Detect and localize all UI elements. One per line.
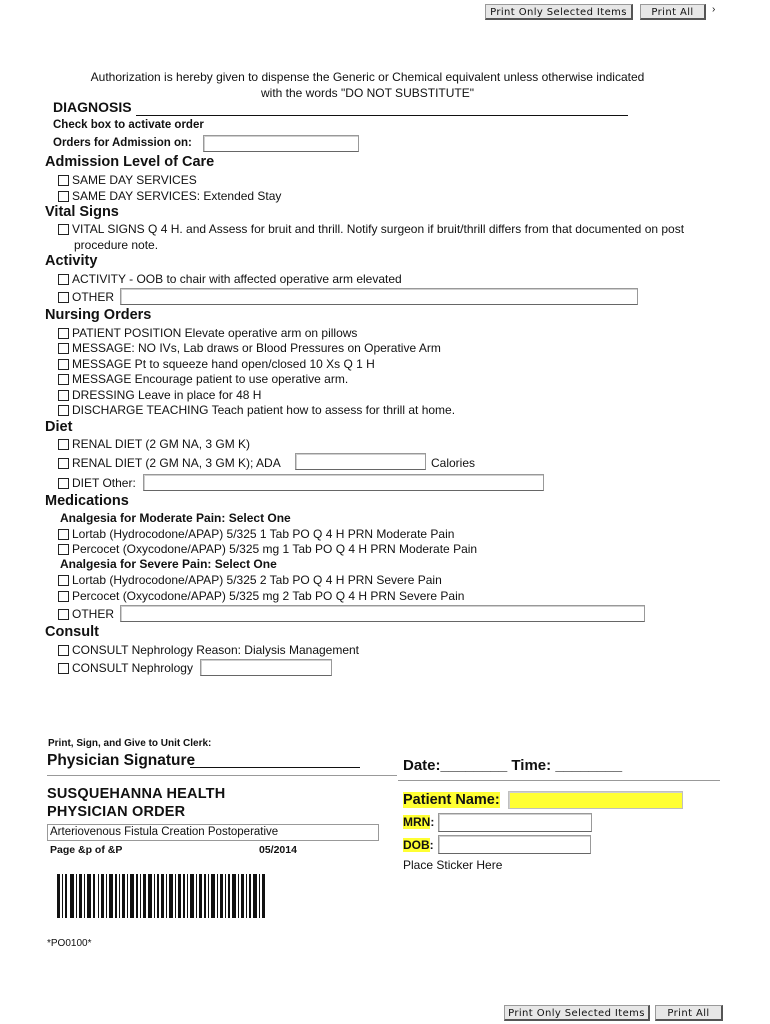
order-item bbox=[58, 437, 250, 452]
order-label: CONSULT Nephrology Reason: Dialysis Management bbox=[72, 643, 360, 657]
order-checkbox[interactable] bbox=[58, 405, 69, 416]
order-label: MESSAGE Encourage patient to use operative arm. bbox=[72, 372, 349, 386]
order-checkbox[interactable] bbox=[58, 191, 69, 202]
admission-section-title: Admission Level of Care bbox=[45, 154, 215, 170]
left-divider bbox=[47, 775, 397, 776]
order-checkbox[interactable] bbox=[58, 609, 69, 620]
order-checkbox[interactable] bbox=[58, 292, 69, 303]
mrn-text: MRN bbox=[403, 815, 431, 829]
order-item bbox=[58, 326, 357, 341]
order-checkbox[interactable] bbox=[58, 663, 69, 674]
physician-signature-label: Physician Signature bbox=[47, 752, 196, 769]
order-label: VITAL SIGNS Q 4 H. and Assess for bruit and thrill. Notify surgeon if bruit/thrill differs from that documented on post bbox=[72, 222, 685, 236]
order-item bbox=[58, 341, 441, 356]
print-selected-button-bottom[interactable]: Print Only Selected Items bbox=[504, 1005, 650, 1021]
order-checkbox[interactable] bbox=[58, 224, 69, 235]
mrn-colon: : bbox=[430, 815, 435, 829]
order-label: OTHER bbox=[72, 290, 114, 304]
authorization-line-2: with the words "DO NOT SUBSTITUTE" bbox=[260, 86, 474, 100]
order-checkbox[interactable] bbox=[58, 591, 69, 602]
diagnosis-line bbox=[136, 115, 628, 116]
check-box-instruction: Check box to activate order bbox=[53, 119, 204, 131]
place-sticker-label: Place Sticker Here bbox=[403, 858, 503, 872]
dob-field[interactable] bbox=[438, 835, 591, 854]
order-checkbox[interactable] bbox=[58, 458, 69, 469]
activity-other-field[interactable] bbox=[120, 288, 638, 305]
order-label: SAME DAY SERVICES: Extended Stay bbox=[72, 189, 282, 203]
order-checkbox[interactable] bbox=[58, 343, 69, 354]
diagnosis-label: DIAGNOSIS bbox=[53, 99, 132, 115]
order-item bbox=[58, 290, 114, 305]
order-item bbox=[58, 272, 402, 287]
order-checkbox[interactable] bbox=[58, 544, 69, 555]
order-label: DIET Other: bbox=[72, 476, 136, 490]
page-number: Page &p of &P bbox=[50, 844, 123, 856]
order-label: RENAL DIET (2 GM NA, 3 GM K); ADA bbox=[72, 456, 281, 470]
dob-text: DOB bbox=[403, 838, 430, 852]
order-checkbox[interactable] bbox=[58, 328, 69, 339]
activity-section-title: Activity bbox=[45, 253, 98, 269]
organization-name: SUSQUEHANNA HEALTH bbox=[47, 786, 226, 802]
order-item bbox=[58, 527, 454, 542]
dob-label bbox=[403, 838, 434, 852]
moderate-pain-header: Analgesia for Moderate Pain: Select One bbox=[60, 511, 291, 525]
ada-calories-field[interactable] bbox=[295, 453, 426, 470]
print-selected-button[interactable]: Print Only Selected Items bbox=[485, 4, 633, 20]
order-label: ACTIVITY - OOB to chair with affected operative arm elevated bbox=[72, 272, 402, 286]
patient-name-field[interactable] bbox=[508, 791, 683, 809]
order-label: OTHER bbox=[72, 607, 114, 621]
print-all-button-bottom[interactable]: Print All bbox=[655, 1005, 723, 1021]
order-checkbox[interactable] bbox=[58, 359, 69, 370]
order-item bbox=[58, 222, 684, 237]
order-item bbox=[58, 661, 193, 676]
order-label: RENAL DIET (2 GM NA, 3 GM K) bbox=[72, 437, 251, 451]
order-item bbox=[58, 173, 197, 188]
order-item bbox=[58, 573, 442, 588]
order-checkbox[interactable] bbox=[58, 439, 69, 450]
order-item bbox=[58, 372, 348, 387]
corner-mark: › bbox=[712, 4, 716, 15]
mrn-label bbox=[403, 815, 434, 829]
admission-date-field[interactable] bbox=[203, 135, 359, 152]
order-label: PATIENT POSITION Elevate operative arm on pillows bbox=[72, 326, 358, 340]
order-checkbox[interactable] bbox=[58, 529, 69, 540]
authorization-line-1: Authorization is hereby given to dispense the Generic or Chemical equivalent unless otherwise indicated bbox=[90, 70, 645, 84]
order-label: DISCHARGE TEACHING Teach patient how to assess for thrill at home. bbox=[72, 403, 456, 417]
calories-label: Calories bbox=[431, 456, 476, 470]
barcode bbox=[57, 874, 267, 918]
order-item bbox=[58, 456, 281, 471]
form-code: *PO0100* bbox=[47, 938, 92, 949]
form-type: PHYSICIAN ORDER bbox=[47, 804, 186, 820]
order-checkbox[interactable] bbox=[58, 478, 69, 489]
severe-pain-header: Analgesia for Severe Pain: Select One bbox=[60, 557, 277, 571]
vital-signs-section-title: Vital Signs bbox=[45, 204, 119, 220]
print-sign-instruction: Print, Sign, and Give to Unit Clerk: bbox=[48, 738, 212, 749]
order-label: MESSAGE Pt to squeeze hand open/closed 10 Xs Q 1 H bbox=[72, 357, 375, 371]
order-checkbox[interactable] bbox=[58, 175, 69, 186]
order-label: Percocet (Oxycodone/APAP) 5/325 mg 2 Tab PO Q 4 H PRN Severe Pain bbox=[72, 589, 465, 603]
consult-section-title: Consult bbox=[45, 624, 99, 640]
order-item bbox=[58, 607, 114, 622]
order-item bbox=[58, 589, 464, 604]
patient-name-label: Patient Name: bbox=[403, 792, 500, 808]
order-label: SAME DAY SERVICES bbox=[72, 173, 197, 187]
order-label: MESSAGE: NO IVs, Lab draws or Blood Pressures on Operative Arm bbox=[72, 341, 441, 355]
order-label: DRESSING Leave in place for 48 H bbox=[72, 388, 262, 402]
order-checkbox[interactable] bbox=[58, 575, 69, 586]
order-item bbox=[58, 643, 359, 658]
print-all-button[interactable]: Print All bbox=[640, 4, 706, 20]
order-item bbox=[58, 542, 477, 557]
nursing-section-title: Nursing Orders bbox=[45, 307, 152, 323]
order-label: Lortab (Hydrocodone/APAP) 5/325 1 Tab PO Q 4 H PRN Moderate Pain bbox=[72, 527, 455, 541]
order-checkbox[interactable] bbox=[58, 390, 69, 401]
order-checkbox[interactable] bbox=[58, 274, 69, 285]
diet-section-title: Diet bbox=[45, 419, 73, 435]
mrn-field[interactable] bbox=[438, 813, 592, 832]
order-item bbox=[58, 388, 261, 403]
order-label: Percocet (Oxycodone/APAP) 5/325 mg 1 Tab PO Q 4 H PRN Moderate Pain bbox=[72, 542, 478, 556]
medications-other-field[interactable] bbox=[120, 605, 645, 622]
order-item bbox=[58, 476, 136, 491]
order-label: CONSULT Nephrology bbox=[72, 661, 193, 675]
diet-other-field[interactable] bbox=[143, 474, 544, 491]
procedure-field: Arteriovenous Fistula Creation Postoperative bbox=[47, 824, 379, 841]
form-date: 05/2014 bbox=[259, 844, 297, 856]
medications-section-title: Medications bbox=[45, 493, 129, 509]
signature-line bbox=[190, 767, 360, 768]
right-divider bbox=[398, 780, 720, 781]
orders-for-admission-label: Orders for Admission on: bbox=[53, 137, 192, 149]
order-checkbox[interactable] bbox=[58, 645, 69, 656]
order-checkbox[interactable] bbox=[58, 374, 69, 385]
date-time-label: Date:________ Time: ________ bbox=[403, 757, 623, 774]
order-item bbox=[58, 189, 281, 204]
order-label-continuation: procedure note. bbox=[74, 238, 159, 252]
consult-nephrology-field[interactable] bbox=[200, 659, 332, 676]
order-item bbox=[58, 403, 455, 418]
order-label: Lortab (Hydrocodone/APAP) 5/325 2 Tab PO Q 4 H PRN Severe Pain bbox=[72, 573, 442, 587]
dob-colon: : bbox=[429, 838, 434, 852]
order-item bbox=[58, 357, 375, 372]
